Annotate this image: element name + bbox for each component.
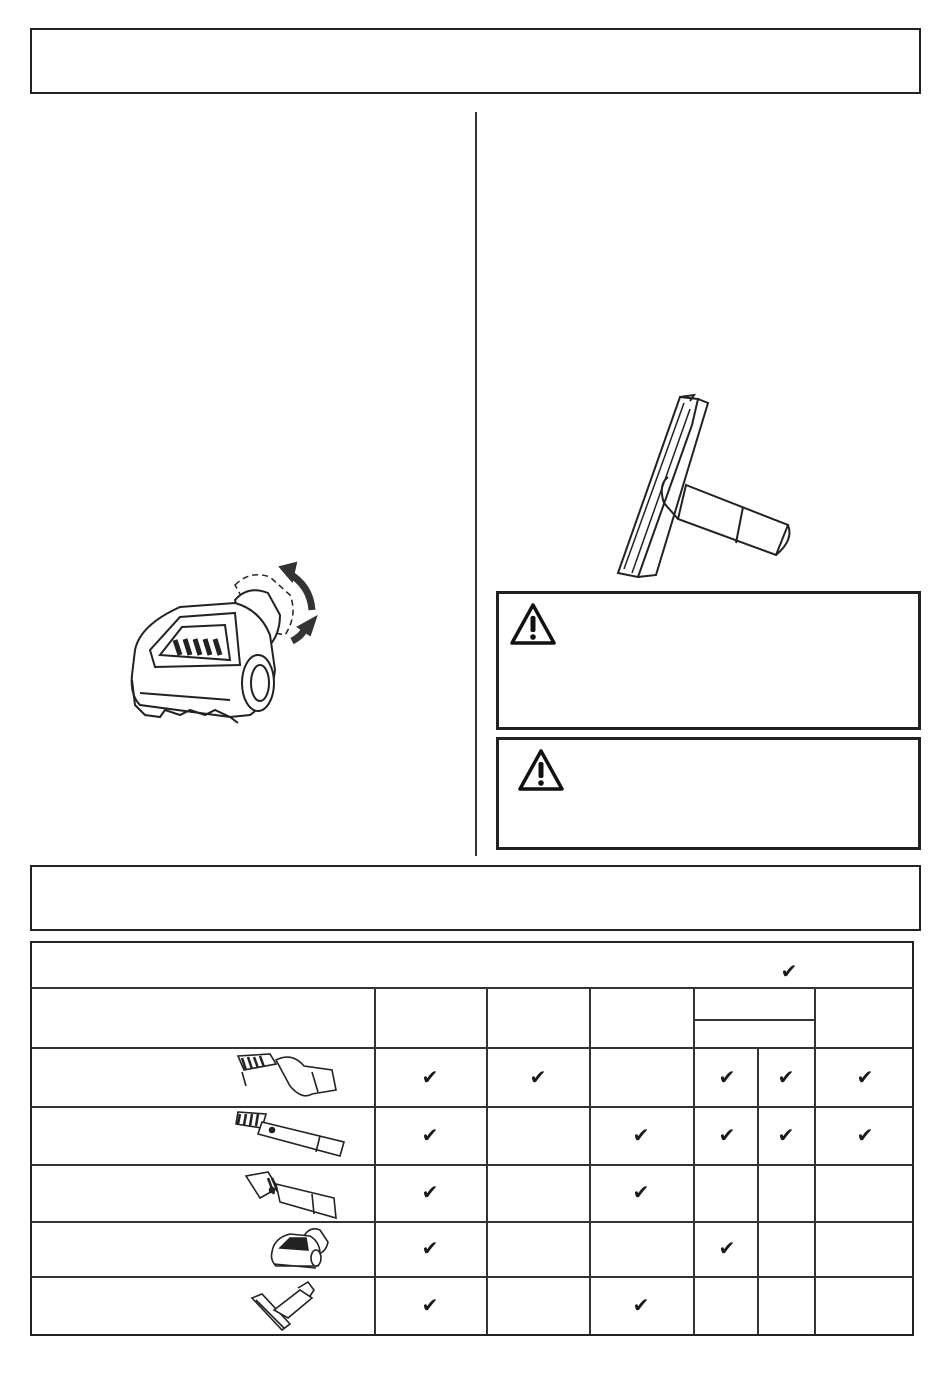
table-rule (589, 988, 591, 1334)
table-cell-checkmark: ✔ (421, 1236, 439, 1260)
warning-box (496, 591, 921, 730)
upholstery-tool-illustration (598, 385, 798, 585)
dusting-brush-tool-icon (232, 1050, 342, 1102)
turbo-brush-illustration (120, 555, 320, 730)
table-cell-checkmark: ✔ (632, 1180, 650, 1204)
table-cell-checkmark: ✔ (529, 1065, 547, 1089)
table-cell-checkmark: ✔ (632, 1123, 650, 1147)
table-cell-checkmark: ✔ (421, 1293, 439, 1317)
table-cell-checkmark: ✔ (718, 1236, 736, 1260)
crevice-brush-tool-icon (232, 1108, 352, 1162)
table-cell-checkmark: ✔ (777, 1123, 795, 1147)
table-rule (31, 1106, 913, 1108)
table-rule (31, 1164, 913, 1166)
table-cell-checkmark: ✔ (421, 1065, 439, 1089)
warning-box (496, 737, 921, 850)
warning-triangle-icon (517, 748, 565, 792)
table-cell-checkmark: ✔ (856, 1123, 874, 1147)
legend-checkmark: ✔ (780, 959, 798, 983)
warning-triangle-icon (509, 602, 557, 646)
table-rule (814, 988, 816, 1334)
table-rule (757, 1048, 759, 1334)
section-header-box (30, 865, 921, 931)
table-cell-checkmark: ✔ (856, 1065, 874, 1089)
table-cell-checkmark: ✔ (718, 1065, 736, 1089)
table-rule (31, 987, 913, 989)
mini-turbo-brush-tool-icon (268, 1224, 334, 1274)
table-cell-checkmark: ✔ (421, 1123, 439, 1147)
angled-brush-tool-icon (242, 1168, 342, 1222)
upholstery-tool-icon (248, 1278, 318, 1332)
column-divider (475, 112, 477, 856)
table-cell-checkmark: ✔ (632, 1293, 650, 1317)
table-rule (374, 988, 376, 1334)
table-rule (31, 1221, 913, 1223)
table-cell-checkmark: ✔ (718, 1123, 736, 1147)
table-rule (31, 1047, 913, 1049)
table-rule (694, 1019, 815, 1021)
table-rule (693, 988, 695, 1334)
table-rule (31, 1276, 913, 1278)
header-box (30, 28, 921, 94)
table-cell-checkmark: ✔ (777, 1065, 795, 1089)
table-rule (486, 988, 488, 1334)
table-cell-checkmark: ✔ (421, 1180, 439, 1204)
